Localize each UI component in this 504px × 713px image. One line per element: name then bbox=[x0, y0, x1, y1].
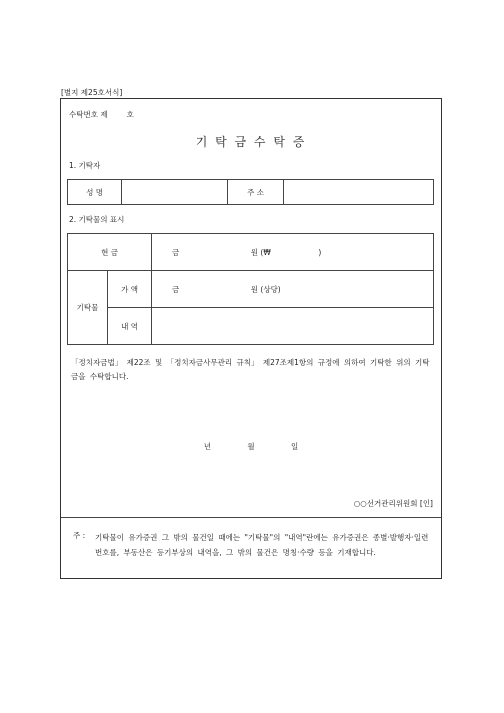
details-label: 내 역 bbox=[108, 308, 152, 345]
address-field[interactable] bbox=[284, 180, 434, 205]
name-field[interactable] bbox=[122, 180, 228, 205]
table-row bbox=[68, 234, 434, 271]
name-label: 성 명 bbox=[68, 180, 122, 205]
receipt-form bbox=[60, 98, 442, 579]
divider bbox=[61, 517, 441, 518]
details-field[interactable] bbox=[152, 308, 434, 345]
cash-label: 현 금 bbox=[68, 234, 152, 271]
body-text: 「정치자금법」 제22조 및 「정치자금사무관리 규칙」 제27조제1항의 규정에 의하여 기탁한 위의 기탁금을 수탁합니다. bbox=[71, 358, 430, 381]
date-year: 년 bbox=[203, 442, 211, 451]
table-row bbox=[68, 271, 434, 308]
depositor-table bbox=[67, 179, 434, 205]
deposit-table bbox=[67, 233, 434, 345]
cash-field[interactable]: 금 원 (₩ ) bbox=[152, 234, 434, 271]
price-label: 가 액 bbox=[108, 271, 152, 308]
receipt-number: 수탁번호 제 호 bbox=[69, 110, 134, 119]
form-title: 기 탁 금 수 탁 증 bbox=[195, 135, 307, 149]
date-day: 일 bbox=[291, 442, 299, 451]
form-reference: [별지 제25호서식] bbox=[61, 88, 123, 97]
section-depositor-heading: 1. 기탁자 bbox=[69, 161, 101, 170]
price-field[interactable]: 금 원 (상당) bbox=[152, 271, 434, 308]
table-row bbox=[68, 308, 434, 345]
address-label: 주 소 bbox=[228, 180, 284, 205]
section-deposit-heading: 2. 기탁물의 표시 bbox=[69, 215, 125, 224]
note-text: 기탁물이 유가증권 그 밖의 물건일 때에는 "기탁물"의 "내역"란에는 유가증권은 종별·발행자·일련번호를, 부동산은 등기부상의 내역을, 그 밖의 물건은 명칭·수량 등을 기재합니다. bbox=[95, 533, 429, 557]
note-label: 주 : bbox=[73, 531, 86, 540]
date-month: 월 bbox=[247, 442, 255, 451]
date-line bbox=[61, 441, 441, 452]
goods-label: 기탁물 bbox=[68, 271, 108, 345]
issuing-authority: ○○선거관리위원회 [인] bbox=[353, 499, 433, 508]
table-row bbox=[68, 180, 434, 205]
